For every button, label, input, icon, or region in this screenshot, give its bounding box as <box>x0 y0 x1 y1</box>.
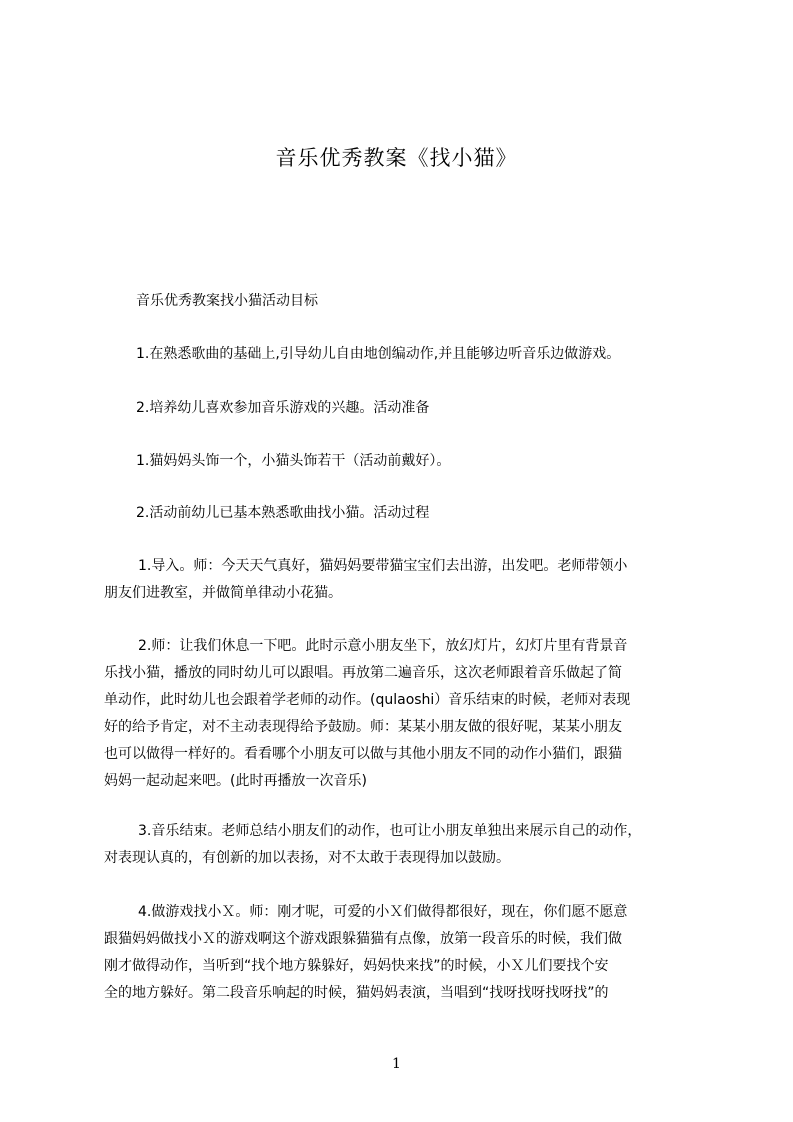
document-title: 音乐优秀教案《找小猫》 <box>275 146 518 170</box>
text-line: 全的地方躲好。第二段音乐响起的时候，猫妈妈表演，当唱到“找呀找呀找呀找”的 <box>104 985 609 1001</box>
text-line: 好的给予肯定，对不主动表现得给予鼓励。师：某某小朋友做的很好呢，某某小朋友 <box>104 719 622 735</box>
text-line: 乐找小猫，播放的同时幼儿可以跟唱。再放第二遍音乐，这次老师跟着音乐做起了简 <box>104 665 622 681</box>
text-line: 1.在熟悉歌曲的基础上,引导幼儿自由地创编动作,并且能够边听音乐边做游戏。 <box>136 346 621 362</box>
text-line: 2.培养幼儿喜欢参加音乐游戏的兴趣。活动准备 <box>136 400 430 416</box>
paragraph-process-2 <box>104 633 704 795</box>
text-line: 刚才做得动作，当听到“找个地方躲躲好，妈妈快来找”的时候，小Ｘ儿们要找个安 <box>104 958 609 974</box>
paragraph-prep-1 <box>136 448 736 475</box>
paragraph-goals-heading <box>136 288 736 315</box>
text-line: 也可以做得一样好的。看看哪个小朋友可以做与其他小朋友不同的动作小猫们，跟猫 <box>104 746 622 762</box>
paragraph-process-3 <box>104 818 704 872</box>
text-line: 跟猫妈妈做找小Ｘ的游戏啊这个游戏跟躲猫猫有点像，放第一段音乐的时候，我们做 <box>104 931 622 947</box>
paragraph-goal-2 <box>136 395 736 422</box>
paragraph-prep-2 <box>136 500 736 527</box>
text-line: 4.做游戏找小Ｘ。师：刚才呢，可爱的小Ｘ们做得都很好，现在，你们愿不愿意 <box>138 904 628 920</box>
text-line: 2.活动前幼儿已基本熟悉歌曲找小猫。活动过程 <box>136 505 430 521</box>
text-line: 妈妈一起动起来吧。(此时再播放一次音乐) <box>104 773 367 789</box>
text-line: 朋友们进教室，并做简单律动小花猫。 <box>104 585 342 601</box>
text-line: 音乐优秀教案找小猫活动目标 <box>136 293 318 309</box>
text-line: 1.猫妈妈头饰一个，小猫头饰若干（活动前戴好）。 <box>136 453 451 469</box>
page-number: 1 <box>392 1056 401 1072</box>
text-line: 1.导入。师：今天天气真好，猫妈妈要带猫宝宝们去出游，出发吧。老师带领小 <box>138 558 628 574</box>
paragraph-process-1 <box>104 553 704 607</box>
paragraph-process-4 <box>104 899 704 1007</box>
text-line: 对表现认真的，有创新的加以表扬，对不太敢于表现得加以鼓励。 <box>104 850 510 866</box>
text-line: 单动作，此时幼儿也会跟着学老师的动作。(qulaoshi）音乐结束的时候，老师对表现 <box>104 692 631 708</box>
paragraph-goal-1 <box>136 341 736 368</box>
text-line: 2.师：让我们休息一下吧。此时示意小朋友坐下，放幻灯片，幻灯片里有背景音 <box>138 638 628 654</box>
text-line: 3.音乐结束。老师总结小朋友们的动作，也可让小朋友单独出来展示自己的动作， <box>138 823 642 839</box>
